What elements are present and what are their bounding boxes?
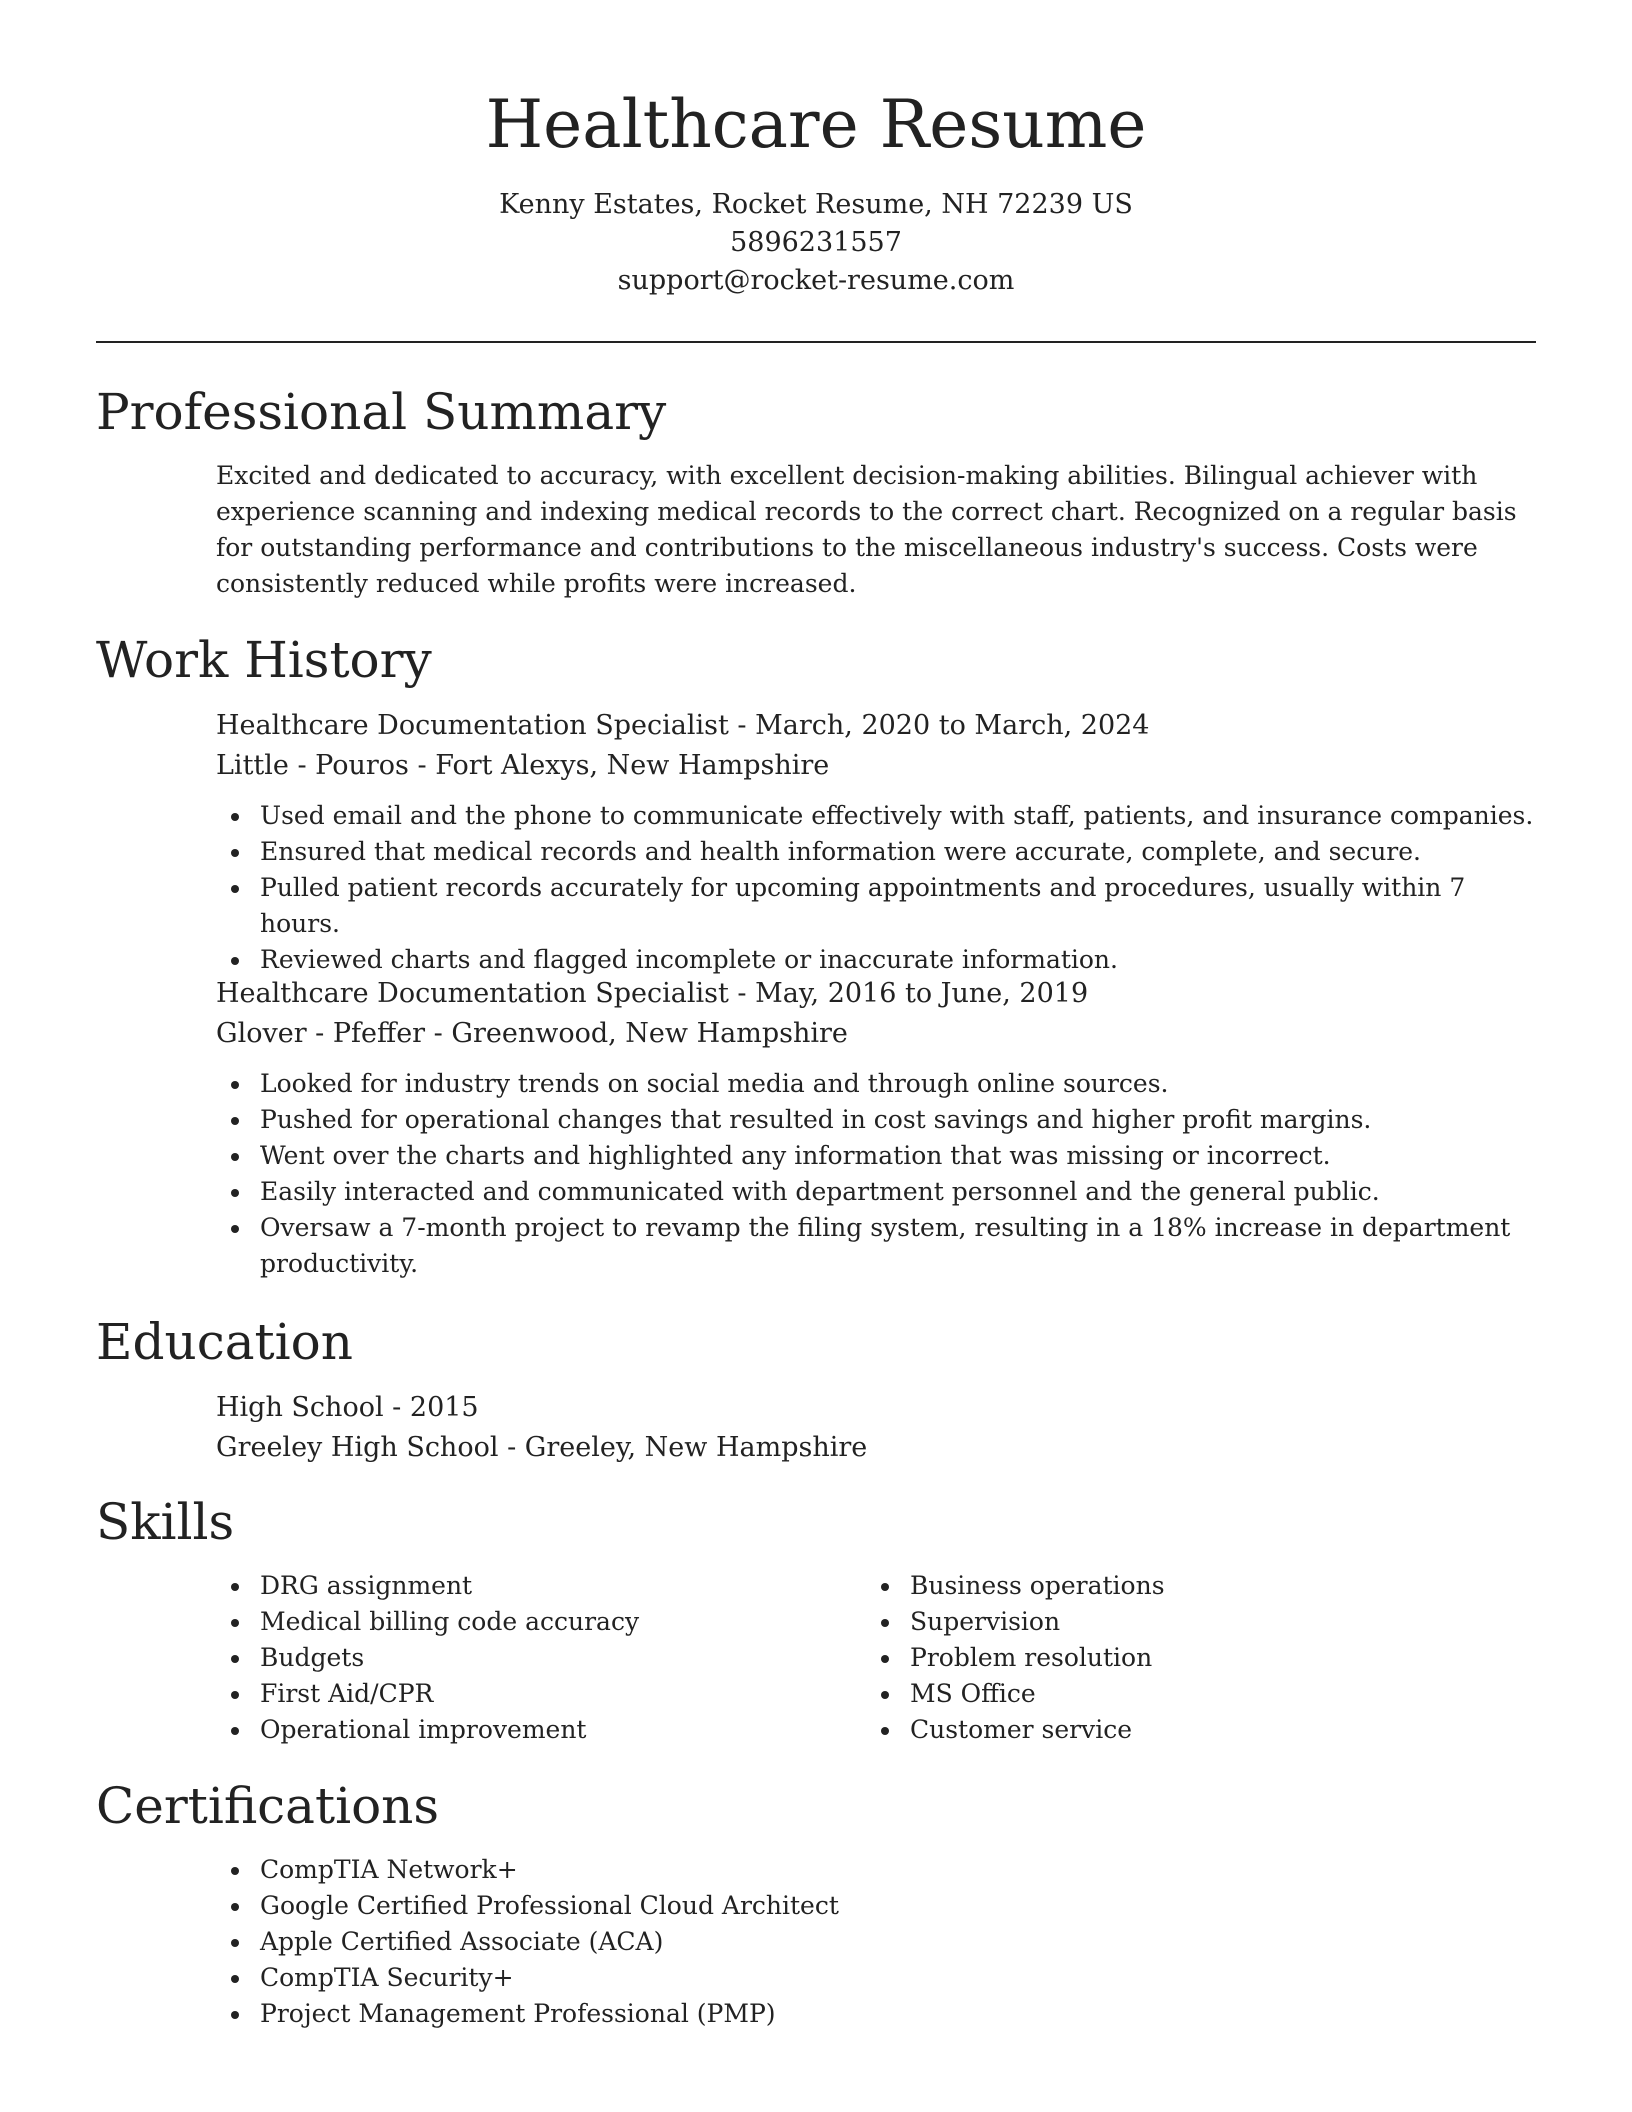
contact-phone: 5896231557	[730, 227, 902, 258]
job-bullet: Looked for industry trends on social media and through online sources.	[260, 1066, 1536, 1102]
job-company-line: Glover - Pfeffer - Greenwood, New Hampshire	[216, 1018, 848, 1049]
job-entry	[216, 974, 1536, 1282]
certification-item: Project Management Professional (PMP)	[260, 1996, 1536, 2032]
job-company-line: Little - Pouros - Fort Alexys, New Hampshire	[216, 750, 830, 781]
skill-item: MS Office	[910, 1676, 1516, 1712]
skills-block	[216, 1568, 1536, 1748]
certification-item: Apple Certified Associate (ACA)	[260, 1924, 1536, 1960]
resume-header	[0, 80, 1632, 300]
job-title-line: Healthcare Documentation Specialist - March, 2020 to March, 2024	[216, 710, 1150, 741]
skills-column-left	[216, 1568, 866, 1748]
skills-list-left	[216, 1568, 866, 1748]
job-bullets	[216, 1066, 1536, 1282]
job-location: Greenwood, New Hampshire	[451, 1018, 848, 1049]
education-degree-line: High School - 2015	[216, 1392, 479, 1423]
education-school: Greeley High School	[216, 1432, 499, 1463]
education-location: Greeley, New Hampshire	[524, 1432, 868, 1463]
section-title-work-history: Work History	[96, 631, 432, 689]
job-company: Glover - Pfeffer	[216, 1018, 426, 1049]
job-bullets	[216, 798, 1536, 978]
job-company: Little - Pouros	[216, 750, 409, 781]
header-divider	[96, 341, 1536, 343]
skills-list-right	[866, 1568, 1516, 1748]
skill-item: Customer service	[910, 1712, 1516, 1748]
job-bullet: Pulled patient records accurately for upcoming appointments and procedures, usually within 7 hours.	[260, 870, 1536, 942]
job-role: Healthcare Documentation Specialist	[216, 710, 729, 741]
skill-item: Business operations	[910, 1568, 1516, 1604]
contact-info	[0, 186, 1632, 300]
skill-item: First Aid/CPR	[260, 1676, 866, 1712]
certifications-list	[216, 1852, 1536, 2032]
job-bullet: Easily interacted and communicated with department personnel and the general public.	[260, 1174, 1536, 1210]
resume-title: Healthcare Resume	[485, 86, 1147, 163]
education-school-line: Greeley High School - Greeley, New Hampshire	[216, 1432, 868, 1463]
section-title-certifications: Certifications	[96, 1777, 440, 1835]
job-bullet: Went over the charts and highlighted any information that was missing or incorrect.	[260, 1138, 1536, 1174]
certification-item: Google Certified Professional Cloud Architect	[260, 1888, 1536, 1924]
skill-item: Problem resolution	[910, 1640, 1516, 1676]
skills-columns	[216, 1568, 1536, 1748]
skills-column-right	[866, 1568, 1516, 1748]
certification-item: CompTIA Security+	[260, 1960, 1536, 1996]
skill-item: Operational improvement	[260, 1712, 866, 1748]
certification-item: CompTIA Network+	[260, 1852, 1536, 1888]
skill-item: DRG assignment	[260, 1568, 866, 1604]
contact-address: Kenny Estates, Rocket Resume, NH 72239 US	[499, 189, 1133, 220]
job-dates: May, 2016 to June, 2019	[755, 978, 1089, 1009]
job-location: Fort Alexys, New Hampshire	[435, 750, 830, 781]
section-title-education: Education	[96, 1313, 353, 1371]
job-role: Healthcare Documentation Specialist	[216, 978, 729, 1009]
education-degree: High School	[216, 1392, 384, 1423]
certifications-block	[216, 1852, 1536, 2032]
contact-email: support@rocket-resume.com	[617, 265, 1015, 296]
job-dates: March, 2020 to March, 2024	[755, 710, 1150, 741]
section-title-summary: Professional Summary	[96, 383, 667, 441]
job-bullet: Reviewed charts and flagged incomplete or inaccurate information.	[260, 942, 1536, 978]
education-year: 2015	[409, 1392, 479, 1423]
summary-text: Excited and dedicated to accuracy, with excellent decision-making abilities. Bilingual achiever with experience scanning and indexing medical records to the correct chart. Recognized on a regular basis for outstanding performance and contributions to the miscellaneous industry's success. Costs were consistently reduced while profits were increased.	[216, 461, 1517, 598]
skill-item: Medical billing code accuracy	[260, 1604, 866, 1640]
skill-item: Budgets	[260, 1640, 866, 1676]
summary-block	[216, 458, 1536, 602]
job-bullet: Oversaw a 7-month project to revamp the filing system, resulting in a 18% increase in department productivity.	[260, 1210, 1536, 1282]
job-title-line: Healthcare Documentation Specialist - May, 2016 to June, 2019	[216, 978, 1089, 1009]
skill-item: Supervision	[910, 1604, 1516, 1640]
job-bullet: Used email and the phone to communicate effectively with staff, patients, and insurance companies.	[260, 798, 1536, 834]
job-entry	[216, 706, 1536, 978]
section-title-skills: Skills	[96, 1493, 235, 1551]
job-bullet: Ensured that medical records and health information were accurate, complete, and secure.	[260, 834, 1536, 870]
job-bullet: Pushed for operational changes that resulted in cost savings and higher profit margins.	[260, 1102, 1536, 1138]
education-entry	[216, 1388, 1536, 1468]
